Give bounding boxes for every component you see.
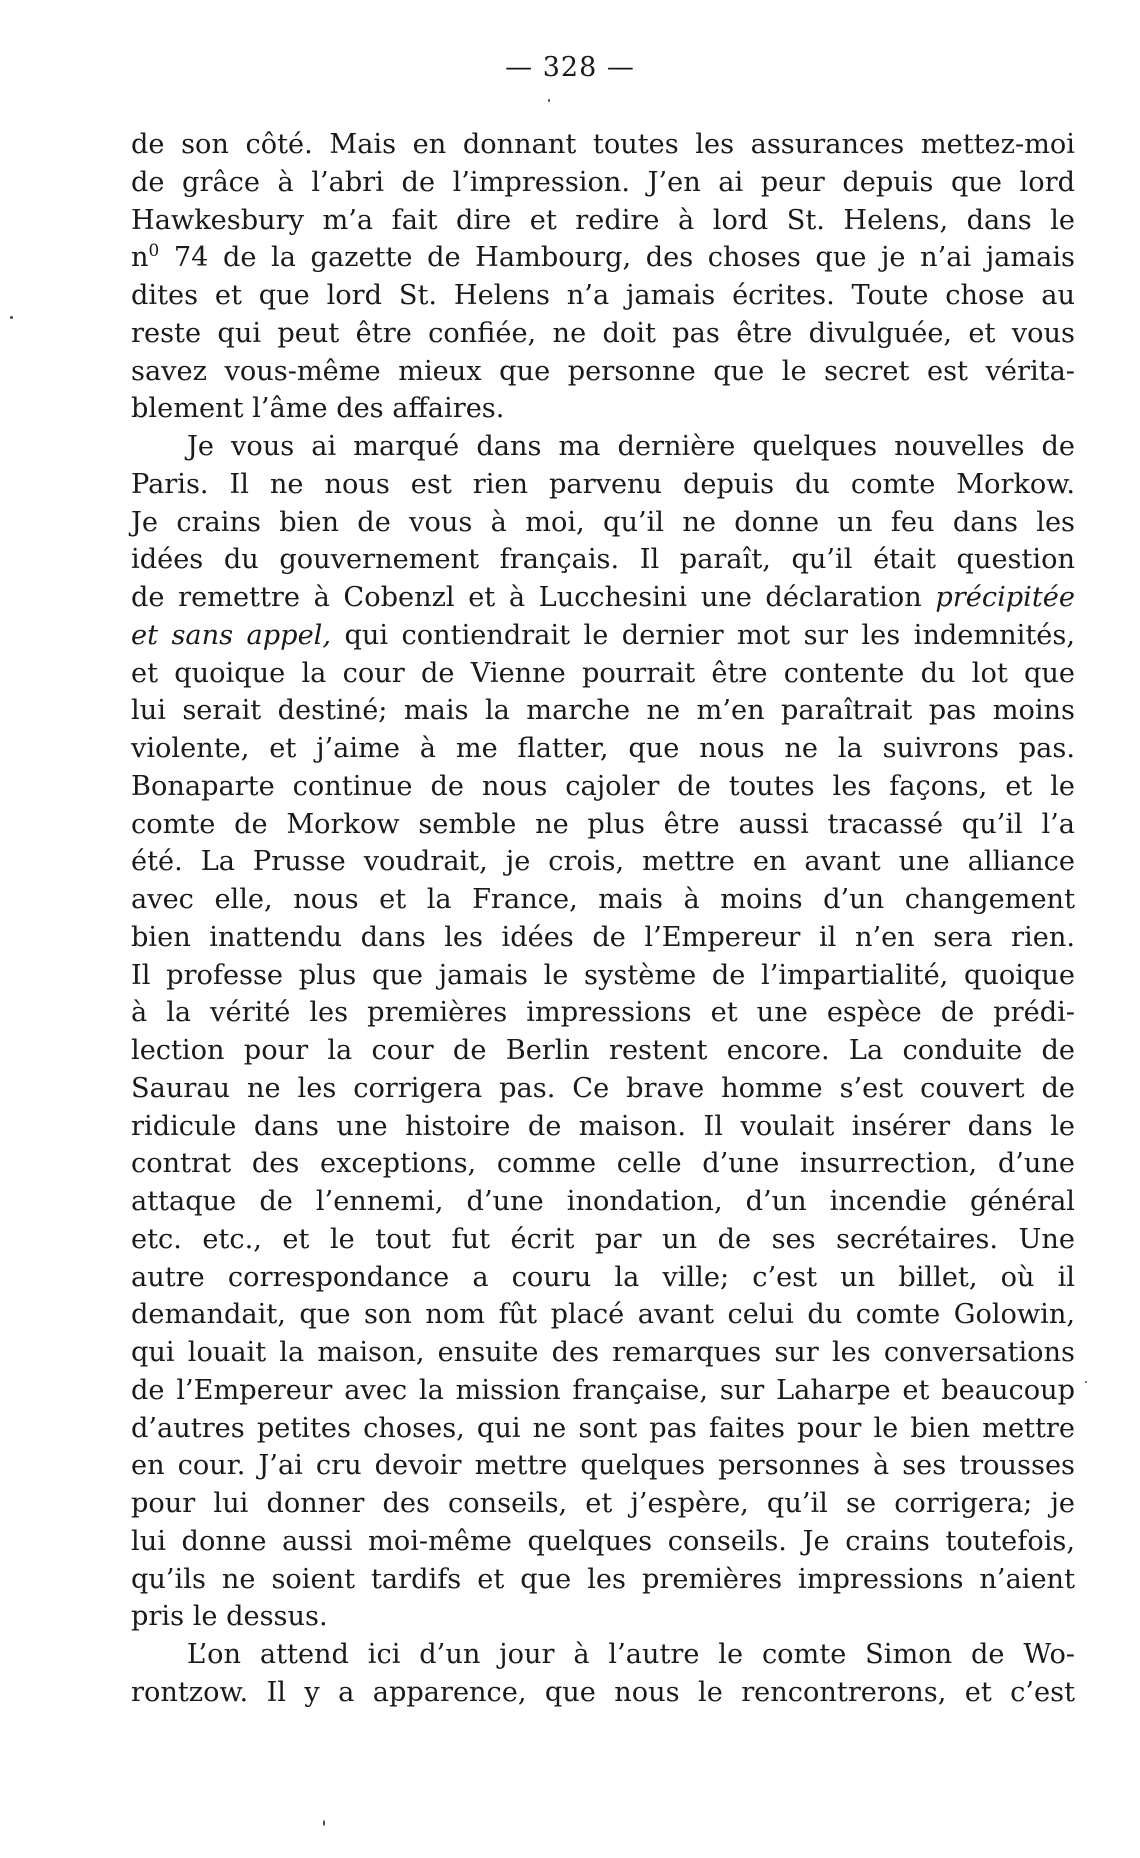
print-speck (323, 1820, 325, 1826)
text-line: blement l’âme des affaires. (131, 393, 505, 425)
text-line: Je vous ai marqué dans ma dernière quelques nouvelles de (187, 431, 1075, 462)
text-line: Il professe plus que jamais le système de l’impartialité, quoique (131, 959, 1075, 991)
text-line-rest: 74 de la gazette de Hambourg, des choses que je n’ai jamais (173, 242, 1075, 274)
italic-phrase: et sans appel, (131, 619, 331, 651)
numero-superscript: 0 (148, 240, 160, 261)
text-line: et quoique la cour de Vienne pourrait être contente du lot que (131, 657, 1075, 689)
text-line: pour lui donner des conseils, et j’espère, qu’il se corrigera; je (131, 1488, 1075, 1519)
text-line: rontzow. Il y a apparence, que nous le rencontrerons, et c’est (131, 1676, 1075, 1708)
text-line: qu’ils ne soient tardifs et que les premières impressions n’aient (131, 1563, 1075, 1595)
print-speck (1085, 1381, 1087, 1383)
text-line: idées du gouvernement français. Il paraît, qu’il était question (131, 544, 1075, 576)
text-line (131, 579, 1075, 617)
text-line: dites et que lord St. Helens n’a jamais écrites. Toute chose au (131, 280, 1075, 311)
text-line: autre correspondance a couru la ville; c’est un billet, où il (131, 1261, 1075, 1293)
text-line: Je crains bien de vous à moi, qu’il ne donne un feu dans les (131, 506, 1075, 538)
text-line: de son côté. Mais en donnant toutes les assurances mettez-moi (131, 129, 1075, 160)
text-line: lection pour la cour de Berlin restent encore. La conduite de (131, 1035, 1075, 1066)
print-speck (10, 316, 13, 319)
numero-abbrev: n (131, 242, 149, 274)
text-line: lui donne aussi moi-même quelques conseils. Je crains toutefois, (131, 1525, 1075, 1557)
text-line-part: de remettre à Cobenzl et à Lucchesini une déclaration (131, 582, 922, 613)
text-line: etc. etc., et le tout fut écrit par un de ses secrétaires. Une (131, 1223, 1075, 1255)
print-speck (548, 99, 550, 102)
text-line: été. La Prusse voudrait, je crois, mettre en avant une alliance (131, 846, 1075, 878)
page-number: — 328 — (505, 52, 635, 83)
text-line: avec elle, nous et la France, mais à moins d’un changement (131, 884, 1075, 915)
text-line: Saurau ne les corrigera pas. Ce brave homme s’est couvert de (131, 1072, 1075, 1104)
text-line: pris le dessus. (131, 1601, 328, 1633)
text-line (131, 617, 1075, 655)
text-line: reste qui peut être confiée, ne doit pas être divulguée, et vous (131, 317, 1075, 349)
text-line: L’on attend ici d’un jour à l’autre le comte Simon de Wo- (187, 1639, 1075, 1670)
text-line: demandait, que son nom fût placé avant celui du comte Golowin, (131, 1299, 1075, 1331)
paragraph-2 (131, 428, 1075, 1636)
text-line: violente, et j’aime à me flatter, que nous ne la suivrons pas. (131, 733, 1075, 764)
text-line: contrat des exceptions, comme celle d’une insurrection, d’une (131, 1148, 1075, 1180)
text-line: en cour. J’ai cru devoir mettre quelques personnes à ses trousses (131, 1450, 1075, 1482)
text-line: de l’Empereur avec la mission française, sur Laharpe et beaucoup (131, 1374, 1075, 1406)
text-line: Paris. Il ne nous est rien parvenu depuis du comte Morkow. (131, 468, 1075, 500)
paragraph-3 (131, 1636, 1075, 1712)
text-line: d’autres petites choses, qui ne sont pas faites pour le bien mettre (131, 1412, 1075, 1444)
paragraph-1 (131, 126, 1075, 428)
text-line: Hawkesbury m’a fait dire et redire à lord St. Helens, dans le (131, 204, 1075, 236)
text-line: Bonaparte continue de nous cajoler de toutes les façons, et le (131, 770, 1075, 802)
text-line: bien inattendu dans les idées de l’Empereur il n’en sera rien. (131, 921, 1075, 953)
body-text (131, 126, 1075, 1712)
text-line: comte de Morkow semble ne plus être aussi tracassé qu’il l’a (131, 808, 1075, 840)
text-line: qui louait la maison, ensuite des remarques sur les conversations (131, 1337, 1075, 1368)
italic-phrase: précipitée (935, 582, 1075, 613)
text-line-part: qui contiendrait le dernier mot sur les indemnités, (344, 619, 1075, 651)
text-line: ridicule dans une histoire de maison. Il voulait insérer dans le (131, 1110, 1075, 1142)
text-line: savez vous-même mieux que personne que le secret est vérita- (131, 355, 1075, 387)
text-line (131, 239, 1075, 277)
text-line: à la vérité les premières impressions et une espèce de prédi- (131, 997, 1075, 1029)
text-line: attaque de l’ennemi, d’une inondation, d’un incendie général (131, 1186, 1075, 1217)
text-line: lui serait destiné; mais la marche ne m’en paraîtrait pas moins (131, 695, 1075, 727)
text-line: de grâce à l’abri de l’impression. J’en ai peur depuis que lord (131, 166, 1075, 198)
